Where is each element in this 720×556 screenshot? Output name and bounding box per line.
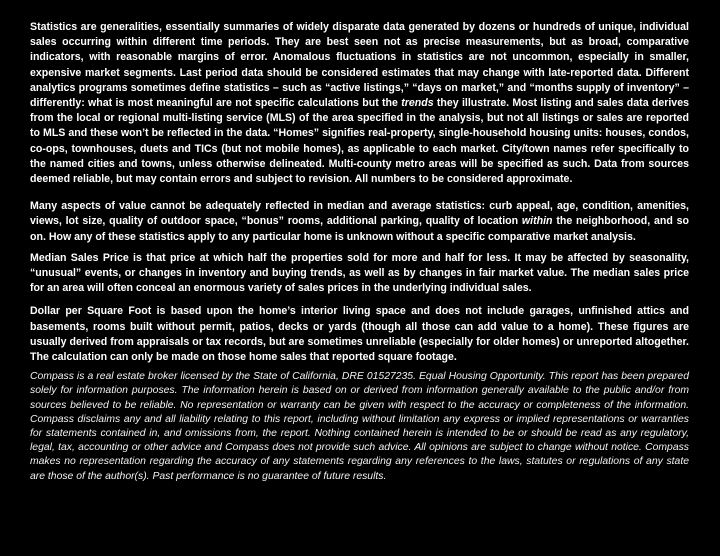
statistics-text-part2: they illustrate. Most listing and sales data derives from the local or regional multi-listing service (MLS) of the area specified in the analysis, but not all listings or sales are reported to MLS and these won’t be reflected in the data. “Homes” signifies real-property, single-household housing units: houses, condos, co-ops, townhouses, duets and TICs (but not mobile homes), as applicable to each market. City/town names refer specifically to the named cities and towns, unless otherwise delineated. Multi-county metro areas will be specified as such. Data from sources deemed reliable, but may contain errors and subject to revision. All numbers to be considered approximate. [30, 97, 689, 186]
legal-disclaimer: Compass is a real estate broker licensed by the State of California, DRE 01527235. Equal Housing Opportunity. This report has been prepared solely for information purposes. The information herein is based on or derived from information generally available to the public and/or from sources believed to be reliable. No representation or warranty can be given with respect to the accuracy or completeness of the information. Compass disclaims any and all liability relating to this report, including without limitation any express or implied representations or warranties for statements contained in, and omissions from, the report. Nothing contained herein is intended to be or should be read as any regulatory, legal, tax, accounting or other advice and Compass does not provide such advice. All opinions are subject to change without notice. Compass makes no representation regarding the accuracy of any statements regarding any references to the laws, statutes or regulations of any state are those of the author(s). Past performance is no guarantee of future results. [30, 371, 689, 482]
statistics-text-part1: Statistics are generalities, essentially summaries of widely disparate data generated by dozens or hundreds of unique, individual sales occurring within different time periods. They are best seen not as precise measurements, but as broad, comparative indicators, with reasonable margins of error. Anomalous fluctuations in statistics are not uncommon, especially in smaller, expensive market segments. Last period data should be considered estimates that may change with late-reported data. Different analytics programs sometimes define statistics – such as “active listings,” “days on market,” and “months supply of inventory” – differently: what is most meaningful are not specific calculations but the [30, 21, 689, 110]
dollar-per-sqft-paragraph: Dollar per Square Foot is based upon the home’s interior living space and does not include garages, unfinished attics and basements, rooms built without permit, patios, decks or yards (though all those can add value to a home). These figures are usually derived from appraisals or tax records, but are sometimes unreliable (especially for older homes) or unreported altogether. The calculation can only be made on those home sales that reported square footage. [30, 305, 689, 364]
document-page [30, 20, 689, 484]
value-aspects-text-part2: the neighborhood, and so on. How any of these statistics apply to any particular home is unknown without a specific comparative market analysis. [30, 215, 689, 243]
statistics-paragraph [30, 20, 689, 187]
value-aspects-paragraph [30, 199, 689, 245]
value-aspects-text-part1: Many aspects of value cannot be adequately reflected in median and average statistics: curb appeal, age, condition, amenities, views, lot size, quality of outdoor space, “bonus” rooms, additional parking, quality of location [30, 200, 689, 228]
value-aspects-emphasis: within [521, 215, 553, 228]
median-price-paragraph: Median Sales Price is that price at which half the properties sold for more and half for less. It may be affected by seasonality, “unusual” events, or changes in inventory and buying trends, as well as by changes in fair market value. The median sales price for an area will often conceal an enormous variety of sales prices in the underlying individual sales. [30, 251, 689, 295]
statistics-emphasis: trends [401, 97, 434, 110]
